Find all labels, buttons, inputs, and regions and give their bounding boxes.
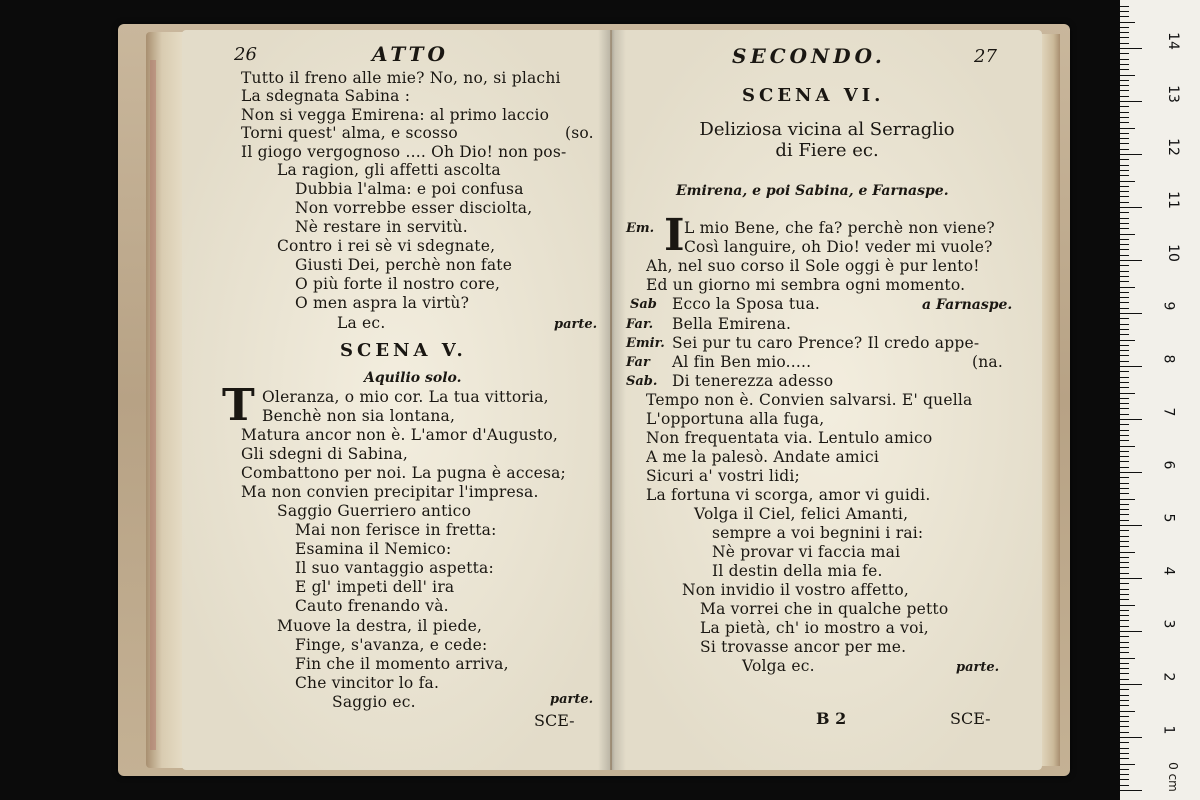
ruler-tick [1120,679,1129,680]
ruler-tick [1120,106,1129,107]
ruler-tick [1120,520,1129,521]
ruler-tick [1120,313,1142,314]
text-line: Ecco la Sposa tua. [672,295,821,313]
ruler-tick [1120,11,1129,12]
ruler-tick [1120,101,1142,102]
ruler-tick [1120,265,1129,266]
ruler-tick [1120,69,1129,70]
ruler-tick [1120,218,1129,219]
ruler-tick [1120,689,1129,690]
ruler-number: 14 [1164,32,1181,50]
ruler-tick [1120,583,1129,584]
ruler-tick [1120,467,1129,468]
text-line: Giusti Dei, perchè non fate [295,256,513,274]
text-line: Ed un giorno mi sembra ogni momento. [646,276,966,294]
ruler-tick [1120,414,1129,415]
ruler-tick [1120,287,1135,288]
ruler-tick [1120,530,1129,531]
text-line: Volga il Ciel, felici Amanti, [694,505,909,523]
ruler-number: 1 [1160,725,1177,735]
ruler-tick [1120,557,1129,558]
ruler-tick [1120,398,1129,399]
text-line: Non frequentata via. Lentulo amico [646,429,933,447]
text-line: Benchè non sia lontana, [262,407,456,425]
ruler-tick [1120,149,1129,150]
ruler-tick [1120,281,1129,282]
ruler-tick [1120,223,1129,224]
ruler-tick [1120,393,1135,394]
ruler-tick [1120,329,1129,330]
ruler-tick [1120,594,1129,595]
text-line: Di tenerezza adesso [672,372,834,390]
binding-edge [150,60,156,750]
text-line: Sei pur tu caro Prence? Il credo appe- [672,334,980,352]
page-number: 27 [974,46,997,67]
text-line: Mai non ferisce in fretta: [295,521,497,539]
text-line: Tempo non è. Convien salvarsi. E' quella [646,391,973,409]
text-line: Il giogo vergognoso .... Oh Dio! non pos- [241,143,567,161]
text-line: Saggio Guerriero antico [277,502,472,520]
text-line: Combattono per noi. La pugna è accesa; [241,464,566,482]
page-number: 26 [234,44,257,65]
ruler-tick [1120,16,1129,17]
text-line: Nè restare in servitù. [295,218,468,236]
ruler-tick [1120,159,1129,160]
text-line: Contro i rei sè vi sdegnate, [277,237,496,255]
ruler-tick [1120,435,1129,436]
turnover: (na. [972,353,1003,371]
ruler-tick [1120,477,1129,478]
ruler-unit: 0 cm [1165,762,1180,792]
ruler-tick [1120,186,1129,187]
text-line: E gl' impeti dell' ira [295,578,455,596]
ruler-number: 10 [1164,244,1181,262]
ruler-tick [1120,663,1129,664]
ruler-tick [1120,504,1129,505]
ruler-tick [1120,541,1129,542]
ruler-tick [1120,80,1129,81]
ruler-tick [1120,112,1129,113]
ruler-tick [1120,546,1129,547]
text-line: Ma non convien precipitar l'impresa. [241,483,539,501]
ruler-tick [1120,59,1129,60]
ruler-tick [1120,302,1129,303]
text-line: O men aspra la virtù? [295,294,470,312]
ruler-tick [1120,212,1129,213]
speaker-label: Far [626,355,650,370]
stage-exit: parte. [554,317,598,332]
speaker-label: Sab [630,297,657,312]
speaker-label: Sab. [626,374,658,389]
text-line: Volga ec. [742,657,815,675]
ruler-tick [1120,117,1129,118]
ruler-tick [1120,175,1129,176]
text-line: A me la palesò. Andate amici [646,448,880,466]
signature-mark: B 2 [816,709,847,728]
ruler-tick [1120,483,1129,484]
ruler-tick [1120,403,1129,404]
ruler-tick [1120,165,1129,166]
ruler-tick [1120,202,1129,203]
ruler-tick [1120,605,1135,606]
ruler-tick [1120,779,1129,780]
ruler-tick [1120,742,1129,743]
text-line: Muove la destra, il piede, [277,617,483,635]
ruler-tick [1120,340,1135,341]
ruler-tick [1120,615,1129,616]
ruler-tick [1120,726,1129,727]
measurement-ruler [1120,0,1200,800]
ruler-number: 8 [1160,354,1177,364]
ruler-tick [1120,276,1129,277]
ruler-tick [1120,430,1129,431]
turnover: (so. [565,124,594,142]
speaker-label: Emir. [626,336,665,351]
stage-exit: parte. [956,660,1000,675]
ruler-tick [1120,620,1129,621]
ruler-tick [1120,785,1129,786]
ruler-tick [1120,85,1129,86]
ruler-tick [1120,636,1129,637]
ruler-tick [1120,424,1129,425]
ruler-tick [1120,695,1129,696]
text-line: Che vincitor lo fa. [295,674,440,692]
ruler-tick [1120,122,1129,123]
scene-title: SCENA VI. [742,85,885,106]
text-line: Il suo vantaggio aspetta: [295,559,494,577]
ruler-tick [1120,456,1129,457]
ruler-tick [1120,525,1142,526]
text-line: Al fin Ben mio..... [672,353,812,371]
ruler-tick [1120,599,1129,600]
ruler-tick [1120,631,1142,632]
text-line: Ah, nel suo corso il Sole oggi è pur lento! [646,257,980,275]
ruler-tick [1120,732,1129,733]
ruler-tick [1120,440,1129,441]
text-line: Sicuri a' vostri lidi; [646,467,800,485]
text-line: La sdegnata Sabina : [241,87,411,105]
running-head: SECONDO. [732,44,886,68]
text-line: Fin che il momento arriva, [295,655,509,673]
ruler-number: 13 [1164,85,1181,103]
ruler-tick [1120,642,1129,643]
ruler-tick [1120,382,1129,383]
ruler-tick [1120,562,1129,563]
ruler-tick [1120,684,1142,685]
ruler-tick [1120,96,1129,97]
ruler-tick [1120,196,1129,197]
ruler-tick [1120,53,1129,54]
ruler-tick [1120,647,1129,648]
aside-direction: a Farnaspe. [922,297,1013,313]
ruler-tick [1120,154,1142,155]
ruler-number: 4 [1160,566,1177,576]
text-line: Esamina il Nemico: [295,540,452,558]
ruler-tick [1120,769,1129,770]
scene-title: SCENA V. [340,340,467,361]
text-line: L'opportuna alla fuga, [646,410,825,428]
drop-cap: T [222,380,255,431]
ruler-tick [1120,255,1129,256]
stage-exit: parte. [550,692,594,707]
speaker-label: Far. [626,317,654,332]
ruler-tick [1120,324,1129,325]
text-line: Torni quest' alma, e scosso [241,124,458,142]
text-line: Nè provar vi faccia mai [712,543,901,561]
ruler-number: 9 [1160,301,1177,311]
text-line: Oleranza, o mio cor. La tua vittoria, [262,388,549,406]
ruler-tick [1120,658,1135,659]
ruler-tick [1120,371,1129,372]
ruler-tick [1120,737,1142,738]
ruler-tick [1120,297,1129,298]
ruler-tick [1120,451,1129,452]
ruler-tick [1120,419,1142,420]
ruler-tick [1120,43,1129,44]
ruler-tick [1120,239,1129,240]
ruler-tick [1120,308,1129,309]
ruler-tick [1120,748,1129,749]
ruler-tick [1120,764,1135,765]
ruler-tick [1120,37,1129,38]
scene-location: Deliziosa vicina al Serraglio [699,119,955,140]
ruler-tick [1120,705,1129,706]
text-line: O più forte il nostro core, [295,275,501,293]
ruler-tick [1120,758,1129,759]
ruler-tick [1120,292,1129,293]
ruler-tick [1120,461,1129,462]
ruler-number: 12 [1164,138,1181,156]
ruler-tick [1120,244,1129,245]
stage-direction: Emirena, e poi Sabina, e Farnaspe. [676,183,949,199]
ruler-tick [1120,334,1129,335]
text-line: Tutto il freno alle mie? No, no, si plachi [241,69,561,87]
ruler-tick [1120,408,1129,409]
ruler-tick [1120,652,1129,653]
ruler-tick [1120,350,1129,351]
ruler-tick [1120,345,1129,346]
text-line: Saggio ec. [332,693,416,711]
ruler-tick [1120,589,1129,590]
text-line: Non vorrebbe esser disciolta, [295,199,533,217]
catchword: SCE- [534,711,575,730]
text-line: Non invidio il vostro affetto, [682,581,909,599]
ruler-tick [1120,27,1129,28]
ruler-tick [1120,499,1135,500]
ruler-tick [1120,700,1129,701]
left-page [182,30,610,770]
ruler-number: 11 [1164,191,1181,209]
text-line: Si trovasse ancor per me. [700,638,907,656]
ruler-tick [1120,387,1129,388]
text-line: sempre a voi begnini i rai: [712,524,924,542]
ruler-tick [1120,472,1142,473]
ruler-tick [1120,133,1129,134]
ruler-tick [1120,181,1135,182]
text-line: La ec. [337,314,386,332]
text-line: L mio Bene, che fa? perchè non viene? [684,219,995,237]
running-head: ATTO [372,42,449,66]
ruler-tick [1120,64,1129,65]
speaker-label: Em. [626,221,655,236]
ruler-tick [1120,361,1129,362]
ruler-tick [1120,6,1129,7]
ruler-tick [1120,271,1129,272]
ruler-tick [1120,355,1129,356]
drop-cap: I [664,210,685,261]
ruler-tick [1120,207,1142,208]
ruler-tick [1120,138,1129,139]
ruler-tick [1120,249,1129,250]
text-line: Finge, s'avanza, e cede: [295,636,488,654]
right-page [612,30,1042,770]
ruler-number: 2 [1160,672,1177,682]
text-line: Così languire, oh Dio! veder mi vuole? [684,238,993,256]
ruler-tick [1120,509,1129,510]
text-line: Matura ancor non è. L'amor d'Augusto, [241,426,558,444]
ruler-tick [1120,260,1142,261]
text-line: Non si vegga Emirena: al primo laccio [241,106,550,124]
text-line: La ragion, gli affetti ascolta [277,161,501,179]
ruler-tick [1120,626,1129,627]
ruler-tick [1120,493,1129,494]
text-line: La fortuna vi scorga, amor vi guidi. [646,486,931,504]
ruler-tick [1120,668,1129,669]
ruler-number: 5 [1160,513,1177,523]
ruler-tick [1120,716,1129,717]
ruler-tick [1120,228,1129,229]
ruler-tick [1120,753,1129,754]
text-line: Ma vorrei che in qualche petto [700,600,949,618]
ruler-tick [1120,143,1129,144]
ruler-tick [1120,234,1135,235]
ruler-tick [1120,790,1142,791]
ruler-tick [1120,488,1129,489]
ruler-tick [1120,567,1129,568]
ruler-tick [1120,578,1142,579]
ruler-tick [1120,32,1129,33]
ruler-tick [1120,514,1129,515]
ruler-tick [1120,377,1129,378]
ruler-tick [1120,446,1135,447]
ruler-tick [1120,610,1129,611]
ruler-tick [1120,90,1129,91]
ruler-tick [1120,170,1129,171]
text-line: Bella Emirena. [672,315,792,333]
ruler-tick [1120,774,1129,775]
ruler-tick [1120,128,1135,129]
ruler-tick [1120,366,1142,367]
stage-direction: Aquilio solo. [364,370,462,386]
ruler-tick [1120,318,1129,319]
ruler-tick [1120,573,1129,574]
ruler-number: 7 [1160,407,1177,417]
ruler-tick [1120,22,1135,23]
ruler-tick [1120,721,1129,722]
ruler-number: 6 [1160,460,1177,470]
text-line: La pietà, ch' io mostro a voi, [700,619,929,637]
text-line: Gli sdegni di Sabina, [241,445,408,463]
catchword: SCE- [950,709,991,728]
ruler-tick [1120,48,1142,49]
text-line: Il destin della mia fe. [712,562,883,580]
ruler-tick [1120,536,1129,537]
ruler-tick [1120,711,1135,712]
ruler-tick [1120,673,1129,674]
ruler-number: 3 [1160,619,1177,629]
scene-location: di Fiere ec. [775,140,879,161]
ruler-tick [1120,191,1129,192]
ruler-tick [1120,552,1135,553]
text-line: Dubbia l'alma: e poi confusa [295,180,524,198]
ruler-tick [1120,75,1135,76]
text-line: Cauto frenando và. [295,597,449,615]
